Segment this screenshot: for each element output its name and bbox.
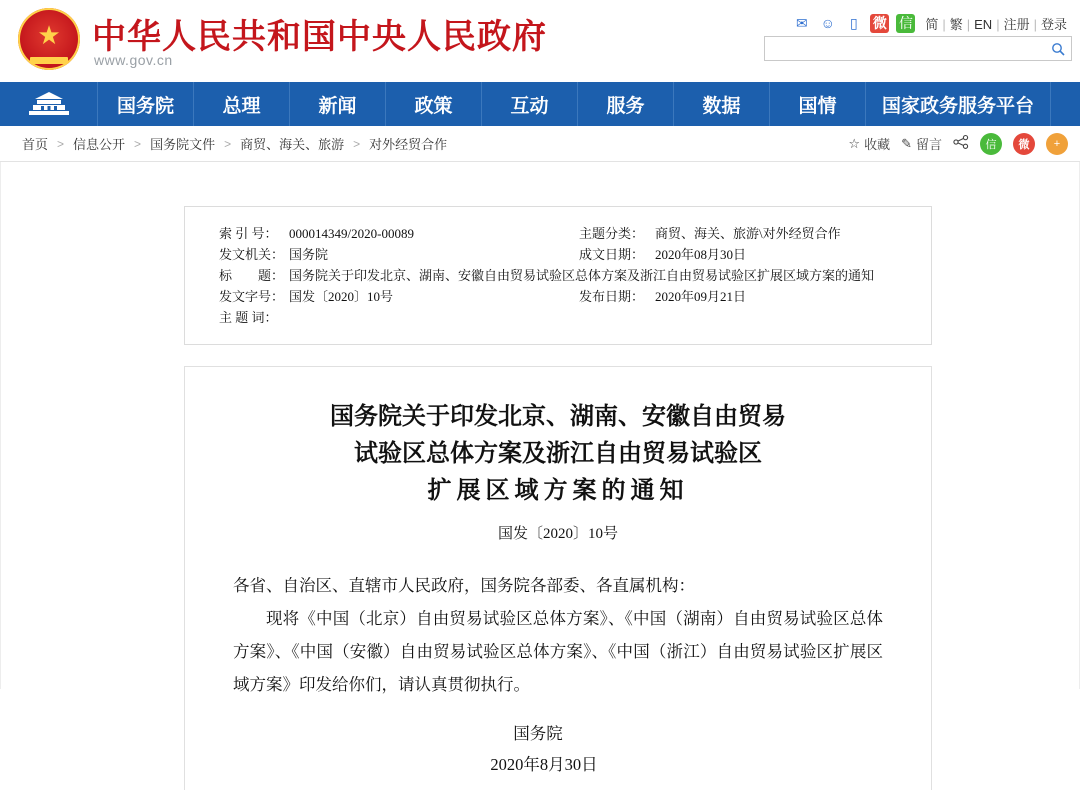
metadata-value: 2020年09月21日 [655,289,747,304]
metadata-label: 主 题 词： [219,310,278,325]
document-salutation: 各省、自治区、直辖市人民政府，国务院各部委、各直属机构： [233,576,695,595]
nav-item-zhengwu-platform[interactable]: 国家政务服务平台 [866,82,1051,126]
metadata-label: 索 引 号： [219,226,278,241]
breadcrumb-item-foreign-trade[interactable]: 对外经贸合作 [369,137,448,152]
breadcrumb-item-state-council-docs[interactable]: 国务院文件 [150,137,216,152]
emblem-star-icon: ★ [37,20,61,51]
nav-item-shuju[interactable]: 数据 [674,82,770,126]
metadata-label: 发文字号： [219,289,285,304]
favorite-label: 收藏 [864,137,891,152]
metadata-row [219,265,907,286]
emblem-base [30,57,68,64]
document-signature: 国务院 [513,724,563,743]
metadata-value: 商贸、海关、旅游\对外经贸合作 [655,226,841,241]
tiananmen-icon [27,91,71,117]
star-icon: ☆ [848,135,861,151]
nav-item-xinwen[interactable]: 新闻 [290,82,386,126]
nav-home-button[interactable] [0,82,98,126]
breadcrumb-bar [0,126,1080,162]
lang-traditional-link[interactable]: 繁 [949,16,963,32]
link-separator-4: | [1033,16,1037,32]
share-more-icon[interactable]: + [1046,133,1068,155]
header-icon-row [750,12,1070,34]
metadata-label: 成文日期： [579,247,645,262]
share-wechat-icon[interactable]: 信 [980,133,1002,155]
document-title-line-2: 试验区总体方案及浙江自由贸易试验区 [354,441,762,467]
metadata-label: 主题分类： [579,226,645,241]
search-box[interactable] [764,36,1072,61]
site-header [0,0,1080,82]
link-separator-3: | [996,16,1000,32]
wechat-icon[interactable]: 信 [896,14,915,33]
nav-item-zhengce[interactable]: 政策 [386,82,482,126]
header-links [922,14,1070,33]
document-title-line-3: 扩展区域方案的通知 [427,478,689,504]
share-weibo-icon[interactable]: 微 [1013,133,1035,155]
pencil-icon: ✎ [901,135,912,151]
share-button[interactable] [953,135,969,152]
metadata-cell-issuer [219,244,579,265]
metadata-cell-doc-number [219,286,579,307]
search-icon[interactable] [1049,40,1067,58]
metadata-cell-index [219,223,579,244]
document-body: 现将《中国（北京）自由贸易试验区总体方案》、《中国（湖南）自由贸易试验区总体方案》、《中国（安徽）自由贸易试验区总体方案》、《中国（浙江）自由贸易试验区扩展区域方案》印发给你们，请认真贯彻执行。 [233,609,883,694]
breadcrumb-item-home[interactable]: 首页 [22,137,49,152]
metadata-value: 国务院关于印发北京、湖南、安徽自由贸易试验区总体方案及浙江自由贸易试验区扩展区域方案的通知 [289,268,875,283]
login-link[interactable]: 登录 [1040,16,1067,32]
breadcrumb-separator-1: > [57,136,65,151]
breadcrumb-item-trade-customs-tourism[interactable]: 商贸、海关、旅游 [240,137,345,152]
document-metadata-card [184,206,932,345]
breadcrumb [22,134,447,153]
national-emblem-icon [18,8,82,72]
site-url: www.gov.cn [94,52,173,68]
nav-item-zongli[interactable]: 总理 [194,82,290,126]
link-separator-2: | [966,16,971,32]
register-link[interactable]: 注册 [1003,16,1030,32]
search-input[interactable] [765,37,1037,60]
metadata-cell-title [219,265,874,286]
nav-item-hudong[interactable]: 互动 [482,82,578,126]
metadata-label: 标 题： [219,268,285,283]
metadata-cell-publish-date [579,286,746,307]
mail-icon[interactable]: ✉ [795,15,808,31]
header-right [750,12,1070,34]
metadata-cell-written-date [579,244,746,265]
metadata-row [219,244,907,265]
breadcrumb-actions [848,133,1068,155]
metadata-row [219,223,907,244]
nav-item-fuwu[interactable]: 服务 [578,82,674,126]
metadata-label: 发布日期： [579,289,645,304]
share-icon [953,135,969,152]
main-nav [0,82,1080,126]
nav-item-guowuyuan[interactable]: 国务院 [98,82,194,126]
document-title [233,399,883,510]
metadata-row [219,286,907,307]
weibo-icon[interactable]: 微 [870,14,889,33]
message-label: 留言 [915,137,942,152]
nav-item-guoqing[interactable]: 国情 [770,82,866,126]
document-card [184,366,932,790]
favorite-button[interactable] [848,134,890,153]
mobile-icon[interactable]: ▯ [849,15,858,31]
left-rule [0,162,1,689]
site-title: 中华人民共和国中央人民政府 [92,19,547,56]
message-button[interactable] [901,134,942,153]
document-number: 国发〔2020〕10号 [497,526,618,542]
breadcrumb-separator-4: > [353,136,361,151]
document-date: 2020年8月30日 [490,755,598,774]
metadata-row [219,307,907,328]
metadata-value: 000014349/2020-00089 [289,226,414,241]
document-title-line-1: 国务院关于印发北京、湖南、安徽自由贸易 [330,404,786,430]
page-body [0,162,1080,774]
smile-icon[interactable]: ☺ [820,15,835,31]
metadata-cell-category [579,223,841,244]
lang-en-link[interactable]: EN [974,16,993,32]
metadata-value: 2020年08月30日 [655,247,747,262]
link-separator-1: | [942,16,946,32]
lang-simplified-link[interactable]: 简 [925,16,939,32]
metadata-cell-keywords [219,307,289,328]
breadcrumb-separator-2: > [134,136,142,151]
metadata-value: 国发〔2020〕10号 [289,289,394,304]
breadcrumb-item-info-disclosure[interactable]: 信息公开 [73,137,126,152]
metadata-value: 国务院 [289,247,329,262]
metadata-label: 发文机关： [219,247,285,262]
breadcrumb-separator-3: > [224,136,232,151]
